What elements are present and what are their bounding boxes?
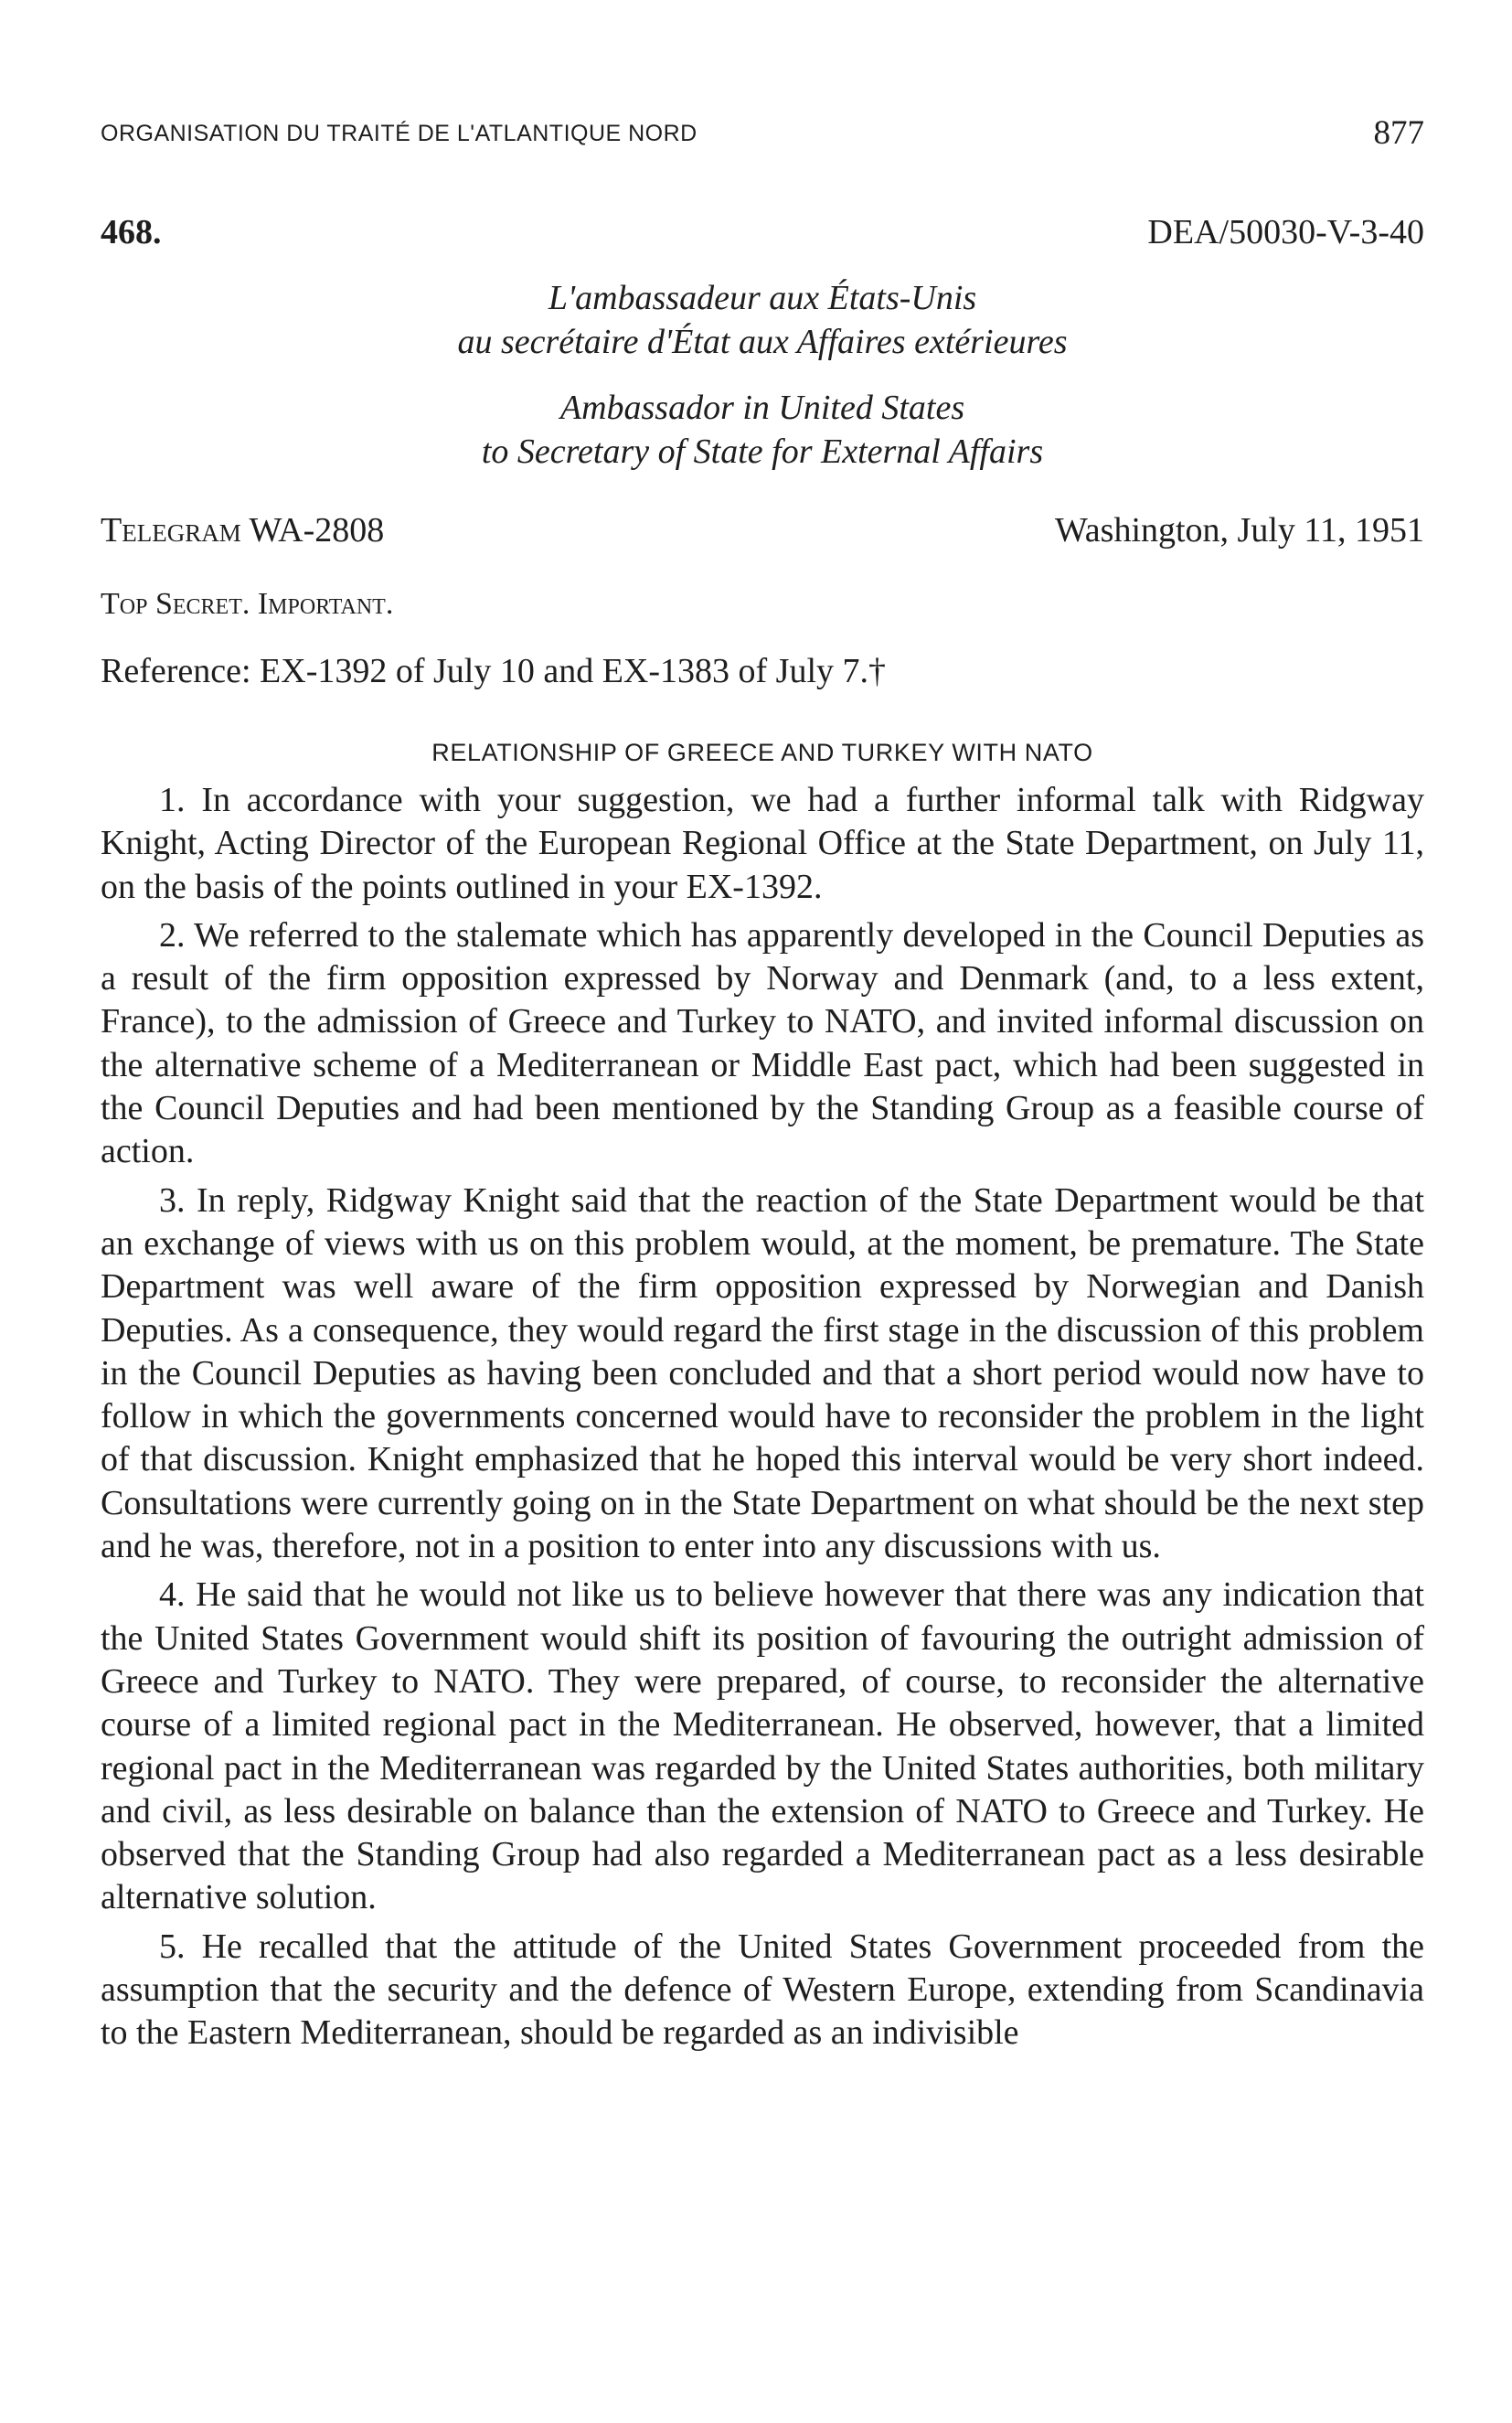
- document-number: 468.: [101, 213, 162, 251]
- heading-english-line-2: to Secretary of State for External Affairs: [481, 432, 1044, 471]
- running-title: ORGANISATION DU TRAITÉ DE L'ATLANTIQUE NORD: [101, 121, 697, 146]
- classification: Top Secret. Important.: [101, 587, 394, 621]
- telegram-number: Telegram WA-2808: [101, 511, 385, 550]
- paragraph-5: 5. He recalled that the attitude of the United States Government proceeded from the assumption that the security and the defence of Western Europe, extending from Scandinavia to the Eastern Mediterranean, should be regarded as an indivisible: [101, 1927, 1424, 2053]
- subject-heading: RELATIONSHIP OF GREECE AND TURKEY WITH NATO: [431, 739, 1093, 766]
- telegram-line: [101, 510, 1424, 556]
- paragraph-1: 1. In accordance with your suggestion, we had a further informal talk with Ridgway Knight, Acting Director of the European Regional Office at the State Department, on July 11, on the basis of the points outlined in your EX-1392.: [101, 781, 1424, 906]
- heading-french-line-1: L'ambassadeur aux États-Unis: [548, 279, 977, 317]
- sender-recipient-headings: [101, 276, 1424, 474]
- page-number: 877: [1373, 114, 1424, 152]
- paragraph-4: 4. He said that he would not like us to believe however that there was any indication that the United States Government would shift its position of favouring the outright admission of Greece and Turkey to NATO. They were prepared, of course, to reconsider the alternative course of a limited regional pact in the Mediterranean. He observed, however, that a limited regional pact in the Mediterranean was regarded by the United States authorities, both military and civil, as less desirable on balance than the extension of NATO to Greece and Turkey. He observed that the Standing Group had also regarded a Mediterranean pact as a less desirable alternative solution.: [101, 1575, 1424, 1917]
- reference-line: Reference: EX-1392 of July 10 and EX-1383 of July 7.†: [101, 652, 887, 690]
- heading-english-line-1: Ambassador in United States: [559, 389, 965, 427]
- document-page: [101, 0, 1424, 2423]
- file-reference: DEA/50030-V-3-40: [1147, 213, 1424, 251]
- paragraph-3: 3. In reply, Ridgway Knight said that the reaction of the State Department would be that an exchange of views with us on this problem would, at the moment, be premature. The State Department was well aware of the firm opposition expressed by Norwegian and Danish Deputies. As a consequence, they would regard the first stage in the discussion of this problem in the Council Deputies as having been concluded and that a short period would now have to follow in which the governments concerned would have to reconsider the problem in the light of that discussion. Knight emphasized that he hoped this interval would be very short indeed. Consultations were currently going on in the State Department on what should be the next step and he was, therefore, not in a position to enter into any discussions with us.: [101, 1180, 1424, 1566]
- body-text: [101, 779, 1424, 2061]
- heading-french-line-2: au secrétaire d'État aux Affaires extérieures: [457, 323, 1068, 361]
- paragraph-2: 2. We referred to the stalemate which has apparently developed in the Council Deputies as a result of the firm opposition expressed by Norway and Denmark (and, to a less extent, France), to the admission of Greece and Turkey to NATO, and invited informal discussion on the alternative scheme of a Mediterranean or Middle East pact, which had been suggested in the Council Deputies and had been mentioned by the Standing Group as a feasible course of action.: [101, 915, 1424, 1171]
- running-header: [101, 114, 1424, 154]
- place-and-date: Washington, July 11, 1951: [1054, 511, 1424, 550]
- document-number-line: [101, 212, 1424, 258]
